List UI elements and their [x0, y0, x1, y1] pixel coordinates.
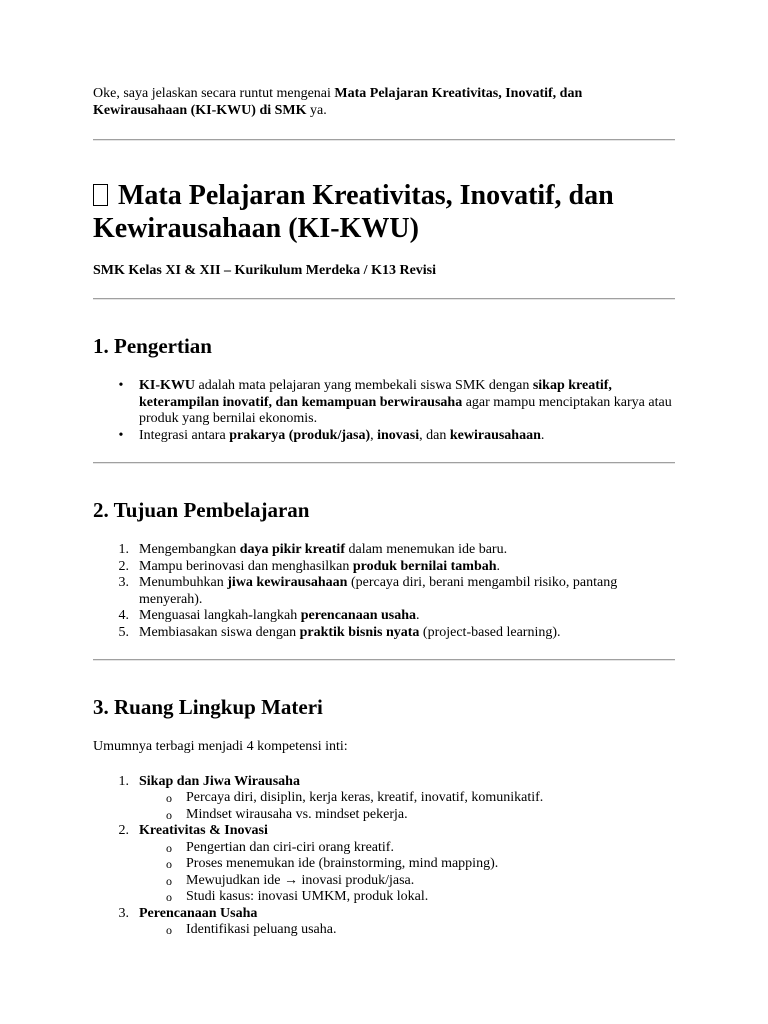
item-number: 1. — [118, 542, 129, 557]
section-heading-ruang-lingkup: 3. Ruang Lingkup Materi — [93, 695, 323, 719]
list-item — [93, 378, 675, 428]
intro-text-end: ya. — [306, 102, 327, 118]
item-number: 1. — [118, 773, 129, 789]
item-bold: jiwa kewirausahaan — [227, 575, 348, 590]
item-number: 3. — [118, 575, 129, 590]
item-bold: kewirausahaan — [449, 427, 541, 443]
circle-bullet-icon: o — [166, 840, 172, 855]
item-bold: prakarya (produk/jasa) — [229, 427, 371, 443]
sub-list-item — [139, 889, 675, 906]
item-text: Menguasai langkah-langkah — [139, 608, 301, 623]
item-title: Kreativitas & Inovasi — [139, 823, 268, 838]
bullet-icon: • — [118, 378, 124, 393]
list-item — [93, 428, 675, 445]
bullet-icon: • — [118, 427, 124, 443]
item-bold: praktik bisnis nyata — [299, 624, 420, 640]
item-text: , dan — [419, 427, 450, 443]
list-item — [93, 575, 675, 608]
pengertian-list — [93, 378, 675, 444]
circle-bullet-icon: o — [166, 857, 172, 871]
sub-item-text: Mindset wirausaha vs. mindset pekerja. — [186, 806, 408, 822]
item-text: . — [496, 558, 501, 574]
item-bold: inovasi — [377, 427, 420, 443]
item-text: , — [370, 427, 378, 443]
item-text: (project-based learning). — [419, 624, 561, 640]
sub-item-text: Pengertian dan ciri-ciri orang kreatif. — [186, 839, 394, 855]
item-title: Sikap dan Jiwa Wirausaha — [139, 773, 300, 789]
item-text: . — [416, 608, 420, 623]
list-item — [93, 823, 675, 906]
circle-bullet-icon: o — [166, 923, 172, 937]
missing-glyph-box-icon — [93, 184, 108, 206]
section-heading-tujuan: 2. Tujuan Pembelajaran — [93, 498, 310, 522]
sub-list-item — [139, 873, 675, 890]
item-text: dalam menemukan ide baru. — [344, 542, 508, 557]
item-text: (percaya diri, berani mengambil risiko, pantang menyerah). — [139, 575, 618, 607]
item-number: 5. — [118, 624, 129, 640]
list-item — [93, 625, 675, 642]
divider — [93, 298, 675, 300]
list-item — [93, 542, 675, 559]
item-text: agar mampu menciptakan karya atau produk yang bernilai ekonomis. — [139, 394, 672, 426]
item-text: Menumbuhkan — [139, 575, 228, 590]
sub-item-text: Mewujudkan ide → inovasi produk/jasa. — [186, 872, 415, 888]
tujuan-list — [93, 542, 675, 641]
sub-list-item — [139, 922, 675, 939]
sub-list-item — [139, 790, 675, 807]
circle-bullet-icon: o — [166, 791, 172, 805]
item-text: Mengembangkan — [139, 542, 240, 557]
sub-list-item — [139, 856, 675, 873]
divider — [93, 659, 675, 661]
page-title-text: Mata Pelajaran Kreativitas, Inovatif, dan Kewirausahaan (KI-KWU) — [93, 180, 614, 244]
item-number: 4. — [118, 608, 129, 623]
circle-bullet-icon: o — [166, 807, 172, 822]
page-subtitle: SMK Kelas XI & XII – Kurikulum Merdeka / K13 Revisi — [93, 263, 437, 278]
document-page — [93, 86, 675, 939]
item-bold: KI-KWU — [139, 378, 195, 393]
sub-item-text: Percaya diri, disiplin, kerja keras, kreatif, inovatif, komunikatif. — [186, 790, 544, 805]
sub-list-item — [139, 807, 675, 824]
section-intro: Umumnya terbagi menjadi 4 kompetensi inti: — [93, 739, 348, 754]
sub-list — [139, 790, 675, 823]
list-item — [93, 559, 675, 576]
item-bold: produk bernilai tambah — [352, 558, 497, 574]
divider — [93, 462, 675, 464]
item-text: adalah mata pelajaran yang membekali siswa SMK dengan — [195, 378, 533, 393]
list-item — [93, 906, 675, 939]
item-title: Perencanaan Usaha — [139, 905, 258, 921]
item-number: 3. — [118, 905, 129, 921]
item-text: . — [540, 427, 545, 443]
sub-list — [139, 922, 675, 939]
intro-paragraph — [93, 86, 675, 119]
intro-text: Oke, saya jelaskan secara runtut mengenai — [93, 86, 335, 101]
item-number: 2. — [118, 558, 129, 574]
divider — [93, 139, 675, 141]
circle-bullet-icon: o — [166, 873, 172, 888]
circle-bullet-icon: o — [166, 890, 172, 904]
item-number: 2. — [118, 823, 129, 838]
sub-item-text: Proses menemukan ide (brainstorming, mind mapping). — [186, 856, 499, 871]
intro-bold-text: Mata Pelajaran Kreativitas, Inovatif, dan Kewirausahaan (KI-KWU) di SMK — [93, 86, 583, 118]
ruang-lingkup-list — [93, 774, 675, 939]
item-bold: sikap kreatif, keterampilan inovatif, dan kemampuan berwirausaha — [139, 378, 612, 410]
page-title — [93, 179, 675, 245]
item-text: Membiasakan siswa dengan — [139, 624, 300, 640]
item-bold: perencanaan usaha — [300, 608, 417, 623]
list-item — [93, 608, 675, 625]
item-text: Mampu berinovasi dan menghasilkan — [139, 558, 353, 574]
list-item — [93, 774, 675, 824]
sub-item-text: Identifikasi peluang usaha. — [186, 922, 337, 937]
sub-list — [139, 840, 675, 906]
item-text: Integrasi antara — [139, 427, 230, 443]
section-heading-pengertian: 1. Pengertian — [93, 334, 212, 358]
sub-item-text: Studi kasus: inovasi UMKM, produk lokal. — [186, 889, 429, 904]
sub-list-item — [139, 840, 675, 857]
item-bold: daya pikir kreatif — [239, 542, 345, 557]
